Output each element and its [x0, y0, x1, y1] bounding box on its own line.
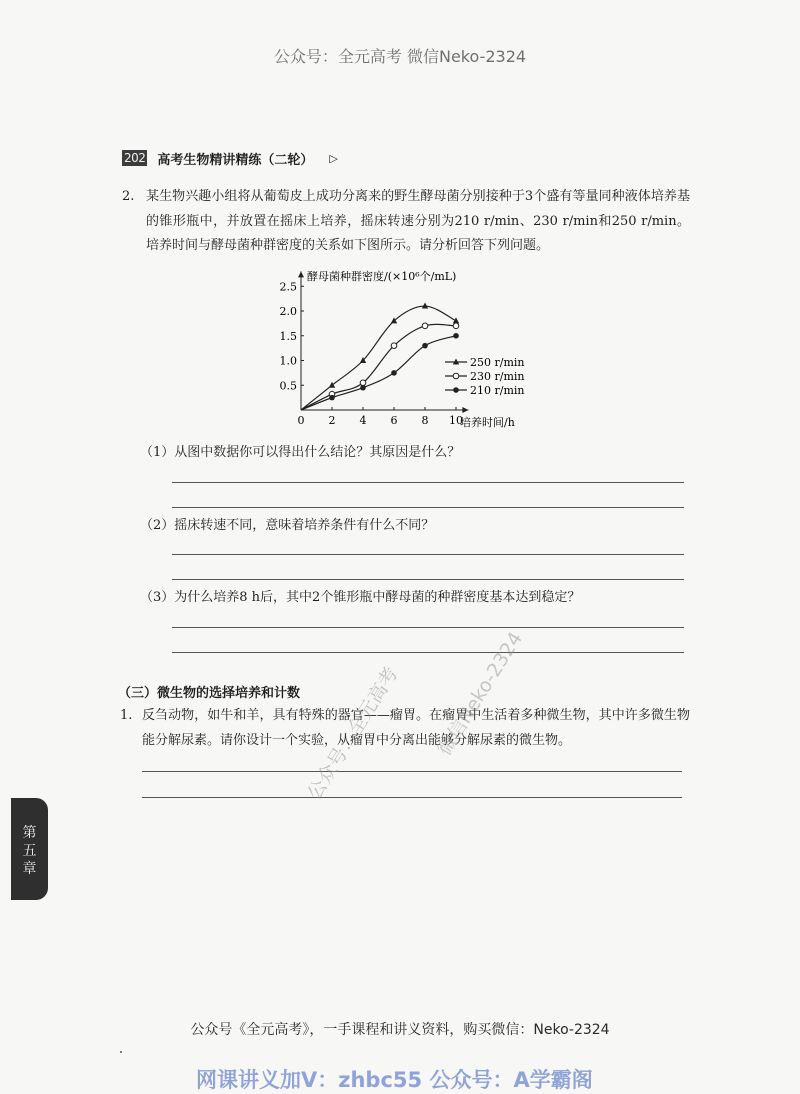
legend-label: 230 r/min [470, 370, 525, 383]
data-point-230 [360, 380, 366, 386]
data-point-230 [422, 323, 428, 329]
y-tick-label: 0.5 [279, 379, 297, 393]
x-tick-label: 0 [297, 414, 305, 427]
page-number: 202 [124, 151, 146, 165]
series-line-1 [301, 306, 456, 410]
y-tick-label: 2.5 [279, 280, 297, 294]
section-question-1 [120, 704, 690, 753]
answer-line [172, 627, 684, 628]
book-title: 高考生物精讲精练（二轮） [157, 152, 314, 168]
data-point-250 [329, 382, 335, 388]
x-axis-label: 培养时间/h [460, 416, 515, 429]
chapter-tab [11, 798, 48, 900]
x-tick-label: 4 [359, 414, 367, 427]
y-tick-label: 2.0 [279, 305, 297, 318]
answer-line [172, 579, 684, 580]
legend-marker [453, 387, 459, 393]
data-point-210 [422, 343, 428, 349]
question-text: 反刍动物，如牛和羊，具有特殊的器官——瘤胃。在瘤胃中生活着多种微生物，其中许多微生物能分解尿素。请你设计一个实验，从瘤胃中分离出能够分解尿素的微生物。 [142, 708, 690, 748]
x-tick-label: 2 [328, 414, 336, 427]
yeast-density-chart [270, 262, 540, 432]
y-tick-label: 1.5 [279, 329, 297, 343]
legend-label: 210 r/min [470, 384, 525, 397]
data-point-230 [391, 343, 397, 349]
diagonal-watermark-2: 微信Neko-2324 [433, 628, 527, 760]
question-number: 1. [120, 708, 133, 723]
y-tick-label: 1.0 [279, 354, 297, 368]
question-text: 某生物兴趣小组将从葡萄皮上成功分离来的野生酵母菌分别接种于3个盛有等量同种液体培养基的锥形瓶中，并放置在摇床上培养，摇床转速分别为210 r/min、230 r/min和250 r/min。培养时间与酵母菌种群密度的关系如下图所示。请分析回答下列问题。 [146, 189, 690, 253]
x-tick-label: 6 [390, 414, 398, 427]
data-point-210 [391, 370, 397, 376]
answer-line [172, 554, 684, 555]
sub-question-2: （2）摇床转速不同，意味着培养条件有什么不同？ [140, 518, 435, 533]
y-axis-label: 酵母菌种群密度/(×10⁶个/mL) [307, 270, 457, 283]
x-tick-label: 10 [449, 414, 463, 427]
arrow-icon: ▷ [329, 151, 338, 165]
chapter-tab-char: 五 [22, 843, 37, 859]
legend-marker [453, 373, 459, 379]
series-line-3 [301, 336, 456, 410]
data-point-230 [453, 323, 459, 329]
sub-question-3: （3）为什么培养8 h后，其中2个锥形瓶中酵母菌的种群密度基本达到稳定？ [140, 590, 581, 605]
data-point-210 [453, 333, 459, 339]
answer-line [142, 797, 682, 798]
bottom-promo: 网课讲义加V：zhbc55 公众号：A学霸阁 [196, 1068, 593, 1092]
diagonal-watermark: 公众号：全元高考 [303, 663, 403, 804]
chapter-tab-char: 章 [22, 861, 37, 877]
answer-line [172, 482, 684, 483]
legend-label: 250 r/min [470, 356, 525, 369]
sub-question-1: （1）从图中数据你可以得出什么结论？其原因是什么？ [140, 445, 461, 460]
y-axis-arrow [298, 271, 304, 277]
chapter-tab-char: 第 [22, 825, 37, 841]
footer-text: 公众号《全元高考》，一手课程和讲义资料，购买微信：Neko-2324 [190, 1022, 610, 1038]
question-2 [122, 185, 690, 259]
x-tick-label: 8 [421, 414, 429, 427]
answer-line [142, 771, 682, 772]
page-header [122, 148, 338, 168]
section-title: （三）微生物的选择培养和计数 [118, 686, 301, 701]
data-point-250 [453, 317, 459, 323]
question-number: 2. [122, 189, 135, 204]
series-line-2 [301, 324, 456, 410]
data-point-210 [360, 385, 366, 391]
scan-speck [120, 1051, 122, 1053]
answer-line [172, 652, 684, 653]
x-axis-arrow [462, 407, 468, 413]
top-watermark: 公众号：全元高考 微信Neko-2324 [273, 47, 527, 66]
data-point-210 [329, 395, 335, 401]
answer-line [172, 507, 684, 508]
